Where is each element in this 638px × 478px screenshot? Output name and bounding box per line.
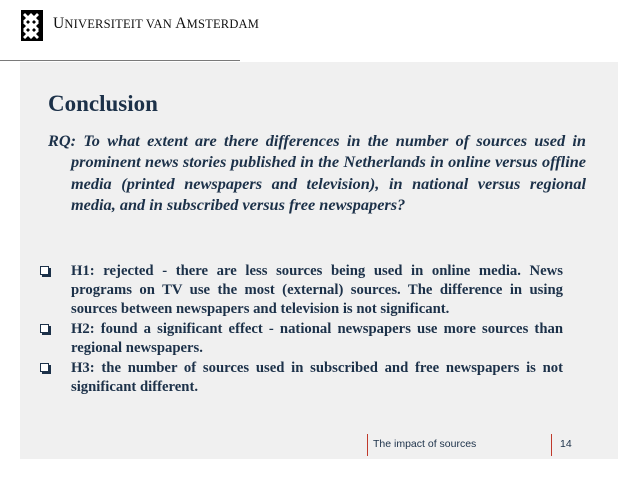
research-question: RQ: To what extent are there differences in the number of sources used in prominent news stories published in the Netherlands in online versus offline media (printed newspapers and television), in national versus regional media, and in subscribed versus free newspapers?	[48, 131, 586, 214]
page-number: 14	[560, 438, 572, 450]
hypothesis-text: H3: the number of sources used in subscribed and free newspapers is not significant different.	[71, 360, 563, 395]
header-divider	[0, 60, 240, 61]
footer-divider-right	[551, 434, 552, 456]
footer-label: The impact of sources	[373, 438, 477, 450]
hypothesis-text: H1: rejected - there are less sources being used in online media. News programs on TV use the most (external) sources. The difference in using sources between newspapers and television is not significant.	[71, 263, 563, 317]
checkbox-bullet-icon	[40, 266, 49, 275]
university-name: UNIVERSITEIT VAN AMSTERDAM	[53, 15, 260, 32]
hypothesis-text: H2: found a significant effect - national newspapers use more sources than regional newspapers.	[71, 321, 563, 356]
university-logo	[21, 10, 43, 41]
content-panel	[20, 62, 618, 459]
footer-divider-left	[367, 434, 368, 456]
list-item	[40, 262, 563, 319]
hypotheses-list	[40, 262, 563, 398]
list-item	[40, 320, 563, 358]
list-item	[40, 359, 563, 397]
checkbox-bullet-icon	[40, 363, 49, 372]
slide-title: Conclusion	[48, 91, 158, 116]
checkbox-bullet-icon	[40, 324, 49, 333]
